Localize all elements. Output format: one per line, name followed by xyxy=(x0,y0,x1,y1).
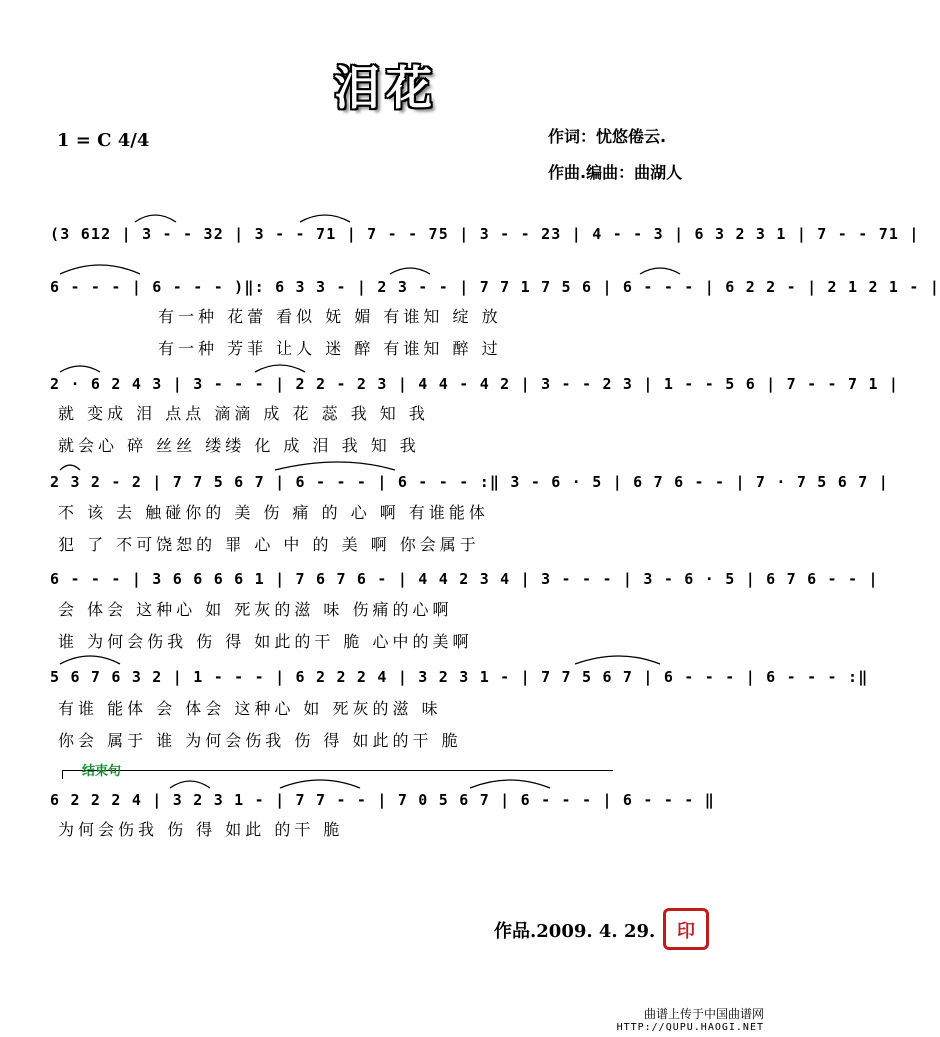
score-line-3: 2 · 6 2 4 3 | 3 - - - | 2 2 - 2 3 | 4 4 - 4 2 | 3 - - 2 3 | 1 - - 5 6 | 7 - - 7 1 | xyxy=(50,375,900,393)
slur xyxy=(640,268,680,274)
key-signature: 1 = C 4/4 xyxy=(57,130,150,151)
lyric-line: 会 体会 这种心 如 死灰的滋 味 伤痛的心啊 xyxy=(58,600,453,619)
lyricist-credit: 作词：忧悠倦云. xyxy=(548,127,667,146)
score-line-5: 6 - - - | 3 6 6 6 6 1 | 7 6 7 6 - | 4 4 2 3 4 | 3 - - - | 3 - 6 · 5 | 6 7 6 - - | xyxy=(50,570,879,588)
slur xyxy=(60,656,120,664)
lyric-line: 就会心 碎 丝丝 缕缕 化 成 泪 我 知 我 xyxy=(58,436,420,455)
slur xyxy=(135,215,176,222)
song-title: 泪花 xyxy=(334,61,438,115)
composition-date: 作品.2009. 4. 29. xyxy=(494,921,656,942)
composer-credit: 作曲.编曲：曲湖人 xyxy=(548,163,683,182)
ending-bracket xyxy=(62,770,613,779)
lyric-line: 不 该 去 触碰你的 美 伤 痛 的 心 啊 有谁能体 xyxy=(58,503,489,522)
score-line-2: 6 - - - | 6 - - - )‖: 6 3 3 - | 2 3 - - | 7 7 1 7 5 6 | 6 - - - | 6 2 2 - | 2 1 2 1 - | xyxy=(50,278,940,296)
lyric-line: 谁 为何会伤我 伤 得 如此的干 脆 心中的美啊 xyxy=(58,632,473,651)
score-line-7: 6 2 2 2 4 | 3 2 3 1 - | 7 7 - - | 7 0 5 6 7 | 6 - - - | 6 - - - ‖ xyxy=(50,791,715,809)
score-line-1: (3 612 | 3 - - 32 | 3 - - 71 | 7 - - 75 | 3 - - 23 | 4 - - 3 | 6 3 2 3 1 | 7 - - 71 | xyxy=(50,225,920,243)
slur xyxy=(280,780,360,788)
lyric-line: 犯 了 不可饶恕的 罪 心 中 的 美 啊 你会属于 xyxy=(58,535,480,554)
lyric-line: 为何会伤我 伤 得 如此 的干 脆 xyxy=(58,820,344,839)
lyric-line: 就 变成 泪 点点 滴滴 成 花 蕊 我 知 我 xyxy=(58,404,429,423)
slur xyxy=(60,265,140,274)
lyric-line: 有一种 花蕾 看似 妩 媚 有谁知 绽 放 xyxy=(158,307,502,326)
slur xyxy=(470,780,550,788)
score-line-6: 5 6 7 6 3 2 | 1 - - - | 6 2 2 2 4 | 3 2 3 1 - | 7 7 5 6 7 | 6 - - - | 6 - - - :‖ xyxy=(50,668,869,686)
slur xyxy=(300,215,350,222)
slur xyxy=(275,462,395,470)
slur xyxy=(390,268,430,274)
lyric-line: 有一种 芳菲 让人 迷 醉 有谁知 醉 过 xyxy=(158,339,502,358)
lyric-line: 有谁 能体 会 体会 这种心 如 死灰的滋 味 xyxy=(58,699,442,718)
ending-label: 结束句 xyxy=(82,764,122,779)
lyric-line: 你会 属于 谁 为何会伤我 伤 得 如此的干 脆 xyxy=(58,731,462,750)
red-seal-stamp: 印 xyxy=(663,908,709,950)
watermark-url: HTTP://QUPU.HAOGI.NET xyxy=(616,1022,764,1033)
watermark-text: 曲谱上传于中国曲谱网 xyxy=(643,1007,764,1021)
site-watermark xyxy=(617,1008,764,1034)
slur xyxy=(575,656,660,664)
score-line-4: 2 3 2 - 2 | 7 7 5 6 7 | 6 - - - | 6 - - - :‖ 3 - 6 · 5 | 6 7 6 - - | 7 · 7 5 6 7 | xyxy=(50,473,889,491)
slur xyxy=(255,365,305,372)
slur xyxy=(170,781,210,788)
